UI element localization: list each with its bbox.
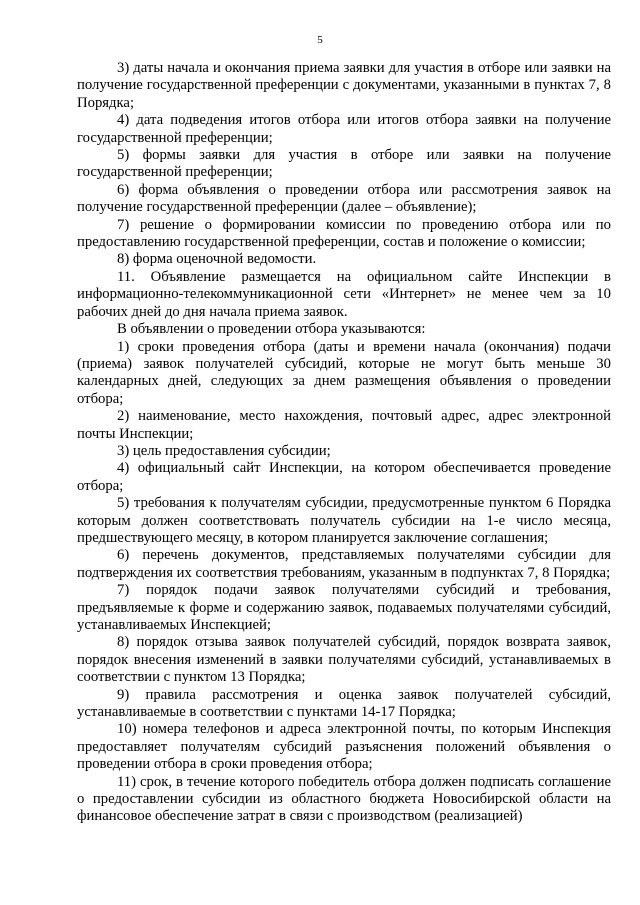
paragraph: 11. Объявление размещается на официальном сайте Инспекции в информационно-телекоммуникационной сети «Интернет» не менее чем за 10 рабочих дней до дня начала приема заявок. bbox=[77, 268, 611, 320]
paragraph: В объявлении о проведении отбора указываются: bbox=[117, 321, 426, 338]
paragraph: 7) порядок подачи заявок получателями субсидий и требования, предъявляемые к форме и содержанию заявок, подаваемых получателями субсидий, устанавливаемых Инспекцией; bbox=[77, 582, 611, 633]
paragraph: 5) требования к получателям субсидии, предусмотренные пунктом 6 Порядка которым должен соответствовать получатель субсидии на 1-е число месяца, предшествующего месяцу, в котором планируется заключение соглашения; bbox=[77, 495, 611, 546]
paragraph: 11) срок, в течение которого победитель отбора должен подписать соглашение о предоставлении субсидии из областного бюджета Новосибирской области на финансовое обеспечение затрат в связи с производством (реализацией) bbox=[77, 773, 611, 825]
paragraph: 5) формы заявки для участия в отборе или заявки на получение государственной преференции; bbox=[77, 147, 611, 181]
paragraph: 4) дата подведения итогов отбора или итогов отбора заявки на получение государственной преференции; bbox=[77, 112, 611, 146]
paragraph: 8) форма оценочной ведомости. bbox=[117, 251, 317, 268]
paragraph: 1) сроки проведения отбора (даты и времени начала (окончания) подачи (приема) заявок получателей субсидий, которые не могут быть меньше 30 календарных дней, следующих за днем размещения объявления о проведении отбора; bbox=[77, 338, 611, 407]
paragraph: 7) решение о формировании комиссии по проведению отбора или по предоставлению государственной преференции, состав и положение о комиссии; bbox=[77, 216, 611, 251]
document-body bbox=[77, 60, 611, 826]
paragraph: 8) порядок отзыва заявок получателей субсидий, порядок возврата заявок, порядок внесения изменений в заявки получателями субсидий, устанавливаемых в соответствии с пунктом 13 Порядка; bbox=[77, 634, 611, 686]
paragraph: 6) перечень документов, представляемых получателями субсидии для подтверждения их соответствия требованиям, указанным в подпунктах 7, 8 Порядка; bbox=[77, 547, 611, 581]
paragraph: 3) даты начала и окончания приема заявки для участия в отборе или заявки на получение государственной преференции с документами, указанными в пунктах 7, 8 Порядка; bbox=[77, 60, 611, 111]
paragraph: 4) официальный сайт Инспекции, на котором обеспечивается проведение отбора; bbox=[77, 460, 611, 494]
paragraph: 3) цель предоставления субсидии; bbox=[117, 442, 331, 459]
paragraph: 9) правила рассмотрения и оценка заявок получателей субсидий, устанавливаемые в соответствии с пунктами 14-17 Порядка; bbox=[77, 686, 611, 721]
paragraph: 6) форма объявления о проведении отбора или рассмотрения заявок на получение государственной преференции (далее – объявление); bbox=[77, 181, 611, 216]
paragraph: 10) номера телефонов и адреса электронной почты, по которым Инспекция предоставляет получателям субсидий разъяснения положений объявления о проведении отбора в сроки проведения отбора; bbox=[77, 721, 611, 773]
page-number: 5 bbox=[317, 34, 323, 46]
paragraph: 2) наименование, место нахождения, почтовый адрес, адрес электронной почты Инспекции; bbox=[77, 408, 611, 442]
